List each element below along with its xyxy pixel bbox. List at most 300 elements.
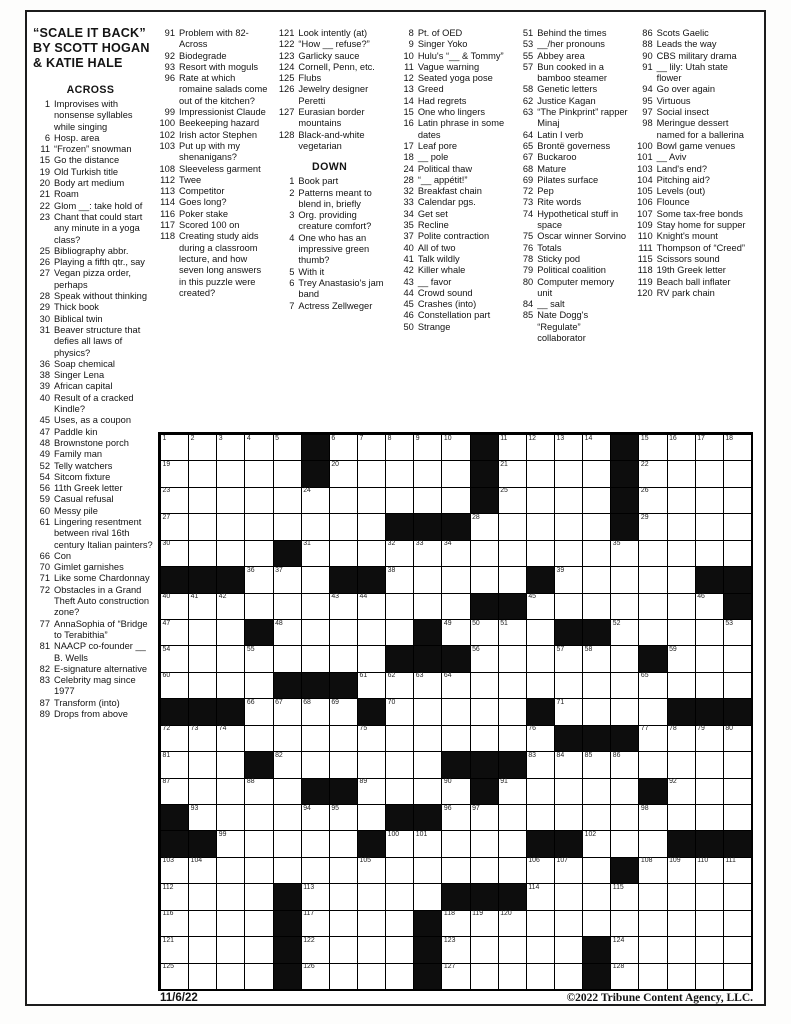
cell-number: 41	[190, 593, 199, 601]
clue-text: __ favor	[417, 276, 452, 287]
grid-cell-white	[638, 672, 666, 698]
across-clues-3	[277, 28, 389, 152]
clue-text: 11th Greek letter	[54, 483, 123, 494]
grid-cell-white	[582, 672, 610, 698]
clue-item	[636, 51, 748, 62]
clue-text: Goes long?	[179, 197, 227, 208]
clue-item	[158, 231, 270, 299]
clue-text: Thick book	[54, 302, 99, 313]
clue-item	[33, 506, 156, 517]
cell-number: 26	[640, 487, 649, 495]
clue-number: 30	[39, 313, 50, 324]
clue-number: 1	[44, 99, 50, 109]
clue-number: 55	[522, 50, 534, 61]
grid-cell-white	[385, 593, 413, 619]
clue-number: 101	[637, 152, 653, 163]
grid-cell-white	[554, 910, 582, 936]
grid-cell-white	[582, 645, 610, 671]
clue-text: Leaf pore	[417, 140, 458, 151]
clue-column-6	[636, 28, 755, 430]
clue-item	[636, 28, 748, 39]
grid-cell-white	[385, 963, 413, 989]
clue-number: 3	[289, 210, 295, 221]
clue-item	[33, 359, 156, 370]
grid-cell-white	[329, 830, 357, 856]
grid-cell-white	[301, 725, 329, 751]
clue-number: 105	[637, 186, 653, 197]
grid-cell-white	[582, 540, 610, 566]
grid-cell-white	[638, 434, 666, 460]
grid-cell-white	[273, 830, 301, 856]
grid-cell-white	[582, 778, 610, 804]
cell-number: 49	[443, 619, 452, 627]
clue-text: Result of a cracked Kindle?	[54, 392, 134, 415]
clue-number: 100	[159, 118, 175, 129]
clue-item	[33, 291, 156, 302]
grid-cell-white	[357, 883, 385, 909]
grid-cell-black	[638, 778, 666, 804]
grid-cell-white	[723, 804, 751, 830]
clue-item	[158, 175, 270, 186]
clue-text: Playing a fifth qtr., say	[54, 257, 145, 268]
grid-cell-black	[216, 566, 244, 592]
clue-text: Beach ball inflater	[656, 276, 731, 287]
grid-cell-white	[385, 460, 413, 486]
cell-number: 35	[612, 540, 621, 548]
clue-number: 91	[642, 61, 653, 72]
clue-item	[158, 51, 270, 62]
grid-cell-white	[695, 487, 723, 513]
cell-number: 37	[275, 566, 283, 574]
clue-item	[636, 39, 748, 50]
grid-cell-black	[441, 513, 469, 539]
clue-text: Abbey area	[537, 50, 585, 61]
clue-item	[397, 152, 509, 163]
cell-number: 82	[275, 751, 283, 759]
clue-text: RV park chain	[656, 287, 715, 298]
grid-cell-black	[413, 645, 441, 671]
grid-cell-black	[188, 566, 216, 592]
grid-cell-white	[554, 513, 582, 539]
clue-item	[516, 175, 628, 186]
clue-text: Justice Kagan	[537, 95, 596, 106]
clue-number: 77	[39, 618, 50, 629]
clue-item	[397, 164, 509, 175]
clue-text: Impressionist Claude	[179, 107, 266, 118]
grid-cell-white	[695, 434, 723, 460]
cell-number: 90	[443, 778, 452, 786]
clue-number: 111	[638, 242, 653, 253]
clue-number: 6	[289, 277, 295, 288]
grid-cell-black	[160, 566, 188, 592]
cell-number: 2	[190, 434, 195, 442]
clue-text: AnnaSophia of “Bridge to Terabithia”	[54, 618, 148, 640]
clue-number: 43	[403, 276, 414, 287]
grid-cell-white	[638, 698, 666, 724]
clue-item	[33, 427, 156, 438]
clue-text: Bun cooked in a bamboo steamer	[537, 61, 607, 84]
grid-cell-white	[723, 540, 751, 566]
clue-number: 27	[39, 268, 50, 279]
clue-item	[397, 84, 509, 95]
grid-cell-white	[244, 963, 272, 989]
clue-number: 20	[39, 178, 50, 189]
clue-item	[33, 325, 156, 359]
clue-number: 120	[637, 287, 653, 298]
clue-item	[397, 254, 509, 265]
clue-item	[397, 231, 509, 242]
grid-cell-black	[554, 619, 582, 645]
grid-cell-white	[301, 804, 329, 830]
grid-cell-white	[667, 725, 695, 751]
clue-number: 7	[289, 300, 295, 311]
grid-cell-white	[610, 698, 638, 724]
cell-number: 123	[443, 936, 456, 944]
clue-column-3	[277, 28, 396, 430]
grid-cell-white	[385, 857, 413, 883]
grid-cell-white	[413, 460, 441, 486]
clue-item	[397, 186, 509, 197]
cell-number: 50	[472, 619, 480, 627]
clue-text: Bibliography abbr.	[54, 245, 129, 256]
clue-text: “The Pinkprint” rapper Minaj	[537, 107, 628, 129]
clue-number: 88	[642, 39, 653, 50]
grid-cell-black	[610, 434, 638, 460]
grid-cell-white	[667, 513, 695, 539]
clue-item	[33, 562, 156, 573]
clue-number: 8	[408, 28, 414, 38]
grid-cell-white	[638, 513, 666, 539]
grid-cell-white	[723, 513, 751, 539]
clue-item	[277, 233, 389, 267]
clue-number: 118	[637, 265, 653, 276]
grid-cell-white	[723, 487, 751, 513]
grid-cell-black	[357, 698, 385, 724]
clue-text: Talk wildly	[417, 253, 460, 264]
clue-item	[33, 246, 156, 257]
grid-cell-white	[582, 830, 610, 856]
grid-cell-white	[470, 513, 498, 539]
grid-cell-white	[638, 460, 666, 486]
grid-cell-black	[441, 883, 469, 909]
clue-item	[277, 130, 389, 153]
grid-cell-white	[470, 540, 498, 566]
clue-text: Pep	[537, 186, 554, 197]
clue-number: 29	[39, 302, 50, 313]
cell-number: 97	[472, 804, 480, 812]
clue-text: __ salt	[537, 299, 565, 310]
grid-cell-white	[582, 751, 610, 777]
cell-number: 69	[331, 698, 340, 706]
grid-cell-white	[301, 910, 329, 936]
clue-item	[33, 178, 156, 189]
clue-text: Mature	[537, 163, 567, 174]
grid-cell-white	[582, 698, 610, 724]
clue-number: 107	[637, 208, 653, 219]
cell-number: 122	[303, 936, 315, 944]
grid-cell-white	[638, 936, 666, 962]
grid-cell-white	[667, 804, 695, 830]
grid-cell-white	[188, 804, 216, 830]
grid-cell-black	[160, 830, 188, 856]
clue-item	[516, 152, 628, 163]
clue-text: Buckaroo	[537, 152, 577, 163]
clue-item	[516, 265, 628, 276]
clue-number: 50	[403, 321, 414, 332]
cell-number: 22	[640, 460, 649, 468]
clue-text: Totals	[537, 242, 562, 253]
grid-cell-white	[554, 963, 582, 989]
grid-cell-white	[301, 645, 329, 671]
clue-number: 110	[637, 231, 653, 242]
grid-cell-white	[470, 619, 498, 645]
grid-cell-white	[244, 672, 272, 698]
clue-text: Leads the way	[656, 39, 717, 50]
clue-number: 102	[159, 129, 175, 140]
cell-number: 109	[669, 857, 681, 865]
clue-text: Obstacles in a Grand Theft Auto construction zone?	[54, 584, 150, 618]
grid-cell-white	[357, 751, 385, 777]
clue-item	[636, 175, 748, 186]
clue-number: 60	[39, 505, 50, 516]
grid-cell-white	[498, 434, 526, 460]
clue-number: 24	[403, 163, 414, 174]
grid-cell-white	[667, 936, 695, 962]
grid-cell-white	[723, 619, 751, 645]
grid-cell-white	[498, 540, 526, 566]
clue-text: Problem with 82-Across	[179, 28, 249, 50]
cell-number: 38	[387, 566, 396, 574]
clue-item	[33, 664, 156, 675]
clue-text: Polite contraction	[417, 231, 490, 242]
clue-item	[33, 573, 156, 584]
grid-cell-white	[216, 804, 244, 830]
clue-text: Con	[54, 550, 72, 561]
clue-number: 112	[160, 174, 175, 185]
grid-cell-black	[244, 619, 272, 645]
grid-cell-white	[695, 672, 723, 698]
cell-number: 107	[556, 857, 568, 865]
grid-cell-black	[610, 487, 638, 513]
grid-cell-white	[723, 963, 751, 989]
grid-cell-white	[188, 619, 216, 645]
clue-item	[33, 675, 156, 698]
grid-cell-black	[441, 751, 469, 777]
clue-text: Meringue dessert named for a ballerina	[656, 118, 744, 140]
cell-number: 54	[162, 645, 171, 653]
clue-item	[397, 73, 509, 84]
grid-cell-white	[244, 645, 272, 671]
clue-item	[158, 28, 270, 51]
cell-number: 99	[218, 830, 227, 838]
cell-number: 68	[303, 698, 311, 706]
cell-number: 63	[415, 672, 424, 680]
cell-number: 78	[669, 725, 677, 733]
grid-cell-white	[470, 804, 498, 830]
clue-number: 126	[278, 84, 295, 95]
grid-cell-black	[470, 434, 498, 460]
clue-text: Some tax-free bonds	[656, 208, 743, 219]
grid-cell-black	[301, 672, 329, 698]
clue-number: 18	[403, 152, 414, 163]
grid-cell-white	[244, 725, 272, 751]
grid-cell-white	[329, 619, 357, 645]
clue-item	[397, 175, 509, 186]
grid-cell-white	[498, 963, 526, 989]
grid-cell-white	[329, 857, 357, 883]
cell-number: 21	[500, 460, 508, 468]
clue-text: Sticky pod	[537, 253, 581, 264]
grid-cell-white	[667, 619, 695, 645]
grid-cell-white	[526, 672, 554, 698]
cell-number: 9	[415, 434, 420, 442]
grid-cell-black	[329, 672, 357, 698]
clue-item	[636, 84, 748, 95]
clue-number: 2	[289, 187, 295, 198]
grid-cell-black	[582, 725, 610, 751]
grid-cell-white	[638, 830, 666, 856]
grid-cell-white	[301, 540, 329, 566]
clue-column-4	[397, 28, 516, 430]
cell-number: 55	[246, 645, 255, 653]
grid-cell-black	[498, 883, 526, 909]
clue-number: 51	[522, 28, 534, 38]
grid-cell-white	[526, 857, 554, 883]
grid-cell-white	[667, 566, 695, 592]
cell-number: 98	[640, 804, 649, 812]
grid-cell-white	[638, 619, 666, 645]
clue-item	[277, 73, 389, 84]
clue-text: Biodegrade	[179, 50, 227, 61]
grid-cell-black	[273, 963, 301, 989]
grid-cell-white	[667, 910, 695, 936]
clue-item	[636, 220, 748, 231]
grid-cell-white	[610, 883, 638, 909]
grid-cell-black	[723, 830, 751, 856]
grid-cell-white	[244, 434, 272, 460]
grid-cell-white	[329, 963, 357, 989]
clue-item	[397, 118, 509, 141]
grid-cell-white	[526, 513, 554, 539]
grid-cell-white	[329, 725, 357, 751]
grid-cell-white	[413, 751, 441, 777]
clue-item	[516, 186, 628, 197]
clue-number: 36	[39, 358, 50, 369]
grid-cell-white	[160, 910, 188, 936]
clue-text: Killer whale	[417, 265, 466, 276]
grid-cell-white	[413, 830, 441, 856]
clue-item	[516, 39, 628, 50]
clue-number: 100	[637, 140, 653, 151]
clue-text: Eurasian border mountains	[298, 107, 365, 129]
grid-cell-white	[441, 487, 469, 513]
grid-cell-white	[216, 460, 244, 486]
grid-cell-white	[329, 804, 357, 830]
clue-text: Garlicky sauce	[298, 50, 360, 61]
cell-number: 14	[584, 434, 593, 442]
clue-item	[33, 144, 156, 155]
cell-number: 106	[528, 857, 540, 865]
grid-cell-white	[244, 804, 272, 830]
clue-text: Org. providing creature comfort?	[298, 210, 372, 232]
clue-item	[397, 310, 509, 321]
cell-number: 114	[528, 883, 540, 891]
grid-cell-white	[188, 725, 216, 751]
clue-item	[397, 243, 509, 254]
cell-number: 48	[275, 619, 283, 627]
grid-cell-white	[667, 778, 695, 804]
grid-cell-white	[329, 513, 357, 539]
grid-cell-black	[498, 751, 526, 777]
clue-number: 94	[642, 84, 653, 95]
grid-cell-white	[216, 645, 244, 671]
grid-cell-white	[695, 910, 723, 936]
grid-cell-white	[357, 910, 385, 936]
grid-cell-white	[441, 566, 469, 592]
grid-cell-white	[160, 645, 188, 671]
clue-number: 104	[637, 174, 653, 185]
clue-item	[636, 231, 748, 242]
grid-cell-white	[610, 566, 638, 592]
clue-number: 70	[39, 562, 50, 573]
cell-number: 93	[190, 804, 199, 812]
grid-cell-black	[413, 804, 441, 830]
clue-number: 22	[39, 200, 50, 211]
clue-number: 87	[39, 697, 50, 708]
grid-cell-white	[526, 460, 554, 486]
grid-cell-white	[695, 751, 723, 777]
cell-number: 104	[190, 857, 203, 865]
grid-cell-white	[498, 487, 526, 513]
across-header: ACROSS	[66, 84, 115, 96]
clue-item	[516, 96, 628, 107]
cell-number: 115	[612, 883, 624, 891]
cell-number: 32	[387, 540, 396, 548]
clue-item	[33, 99, 156, 133]
cell-number: 39	[556, 566, 565, 574]
grid-cell-black	[188, 698, 216, 724]
clue-number: 125	[278, 73, 295, 84]
clue-text: Patterns meant to blend in, briefly	[298, 187, 372, 209]
grid-cell-white	[667, 434, 695, 460]
grid-cell-white	[723, 434, 751, 460]
clue-item	[33, 257, 156, 268]
grid-cell-white	[554, 645, 582, 671]
clue-text: Pt. of OED	[417, 28, 463, 38]
grid-cell-white	[216, 540, 244, 566]
clue-item	[516, 62, 628, 85]
cell-number: 29	[640, 513, 649, 521]
clue-item	[33, 585, 156, 619]
cell-number: 56	[472, 645, 480, 653]
grid-cell-white	[667, 645, 695, 671]
clue-text: Drops from above	[54, 709, 128, 720]
cell-number: 110	[697, 857, 709, 865]
grid-cell-white	[301, 566, 329, 592]
cell-number: 103	[162, 857, 174, 865]
grid-cell-white	[160, 963, 188, 989]
grid-cell-white	[610, 910, 638, 936]
grid-cell-white	[273, 645, 301, 671]
clue-number: 74	[522, 208, 534, 219]
clue-text: __ Aviv	[656, 152, 687, 163]
grid-cell-black	[301, 434, 329, 460]
clue-text: “How __ refuse?”	[298, 39, 370, 50]
grid-cell-white	[695, 725, 723, 751]
clue-text: Look intently (at)	[298, 28, 368, 38]
grid-cell-white	[695, 857, 723, 883]
clue-item	[636, 243, 748, 254]
